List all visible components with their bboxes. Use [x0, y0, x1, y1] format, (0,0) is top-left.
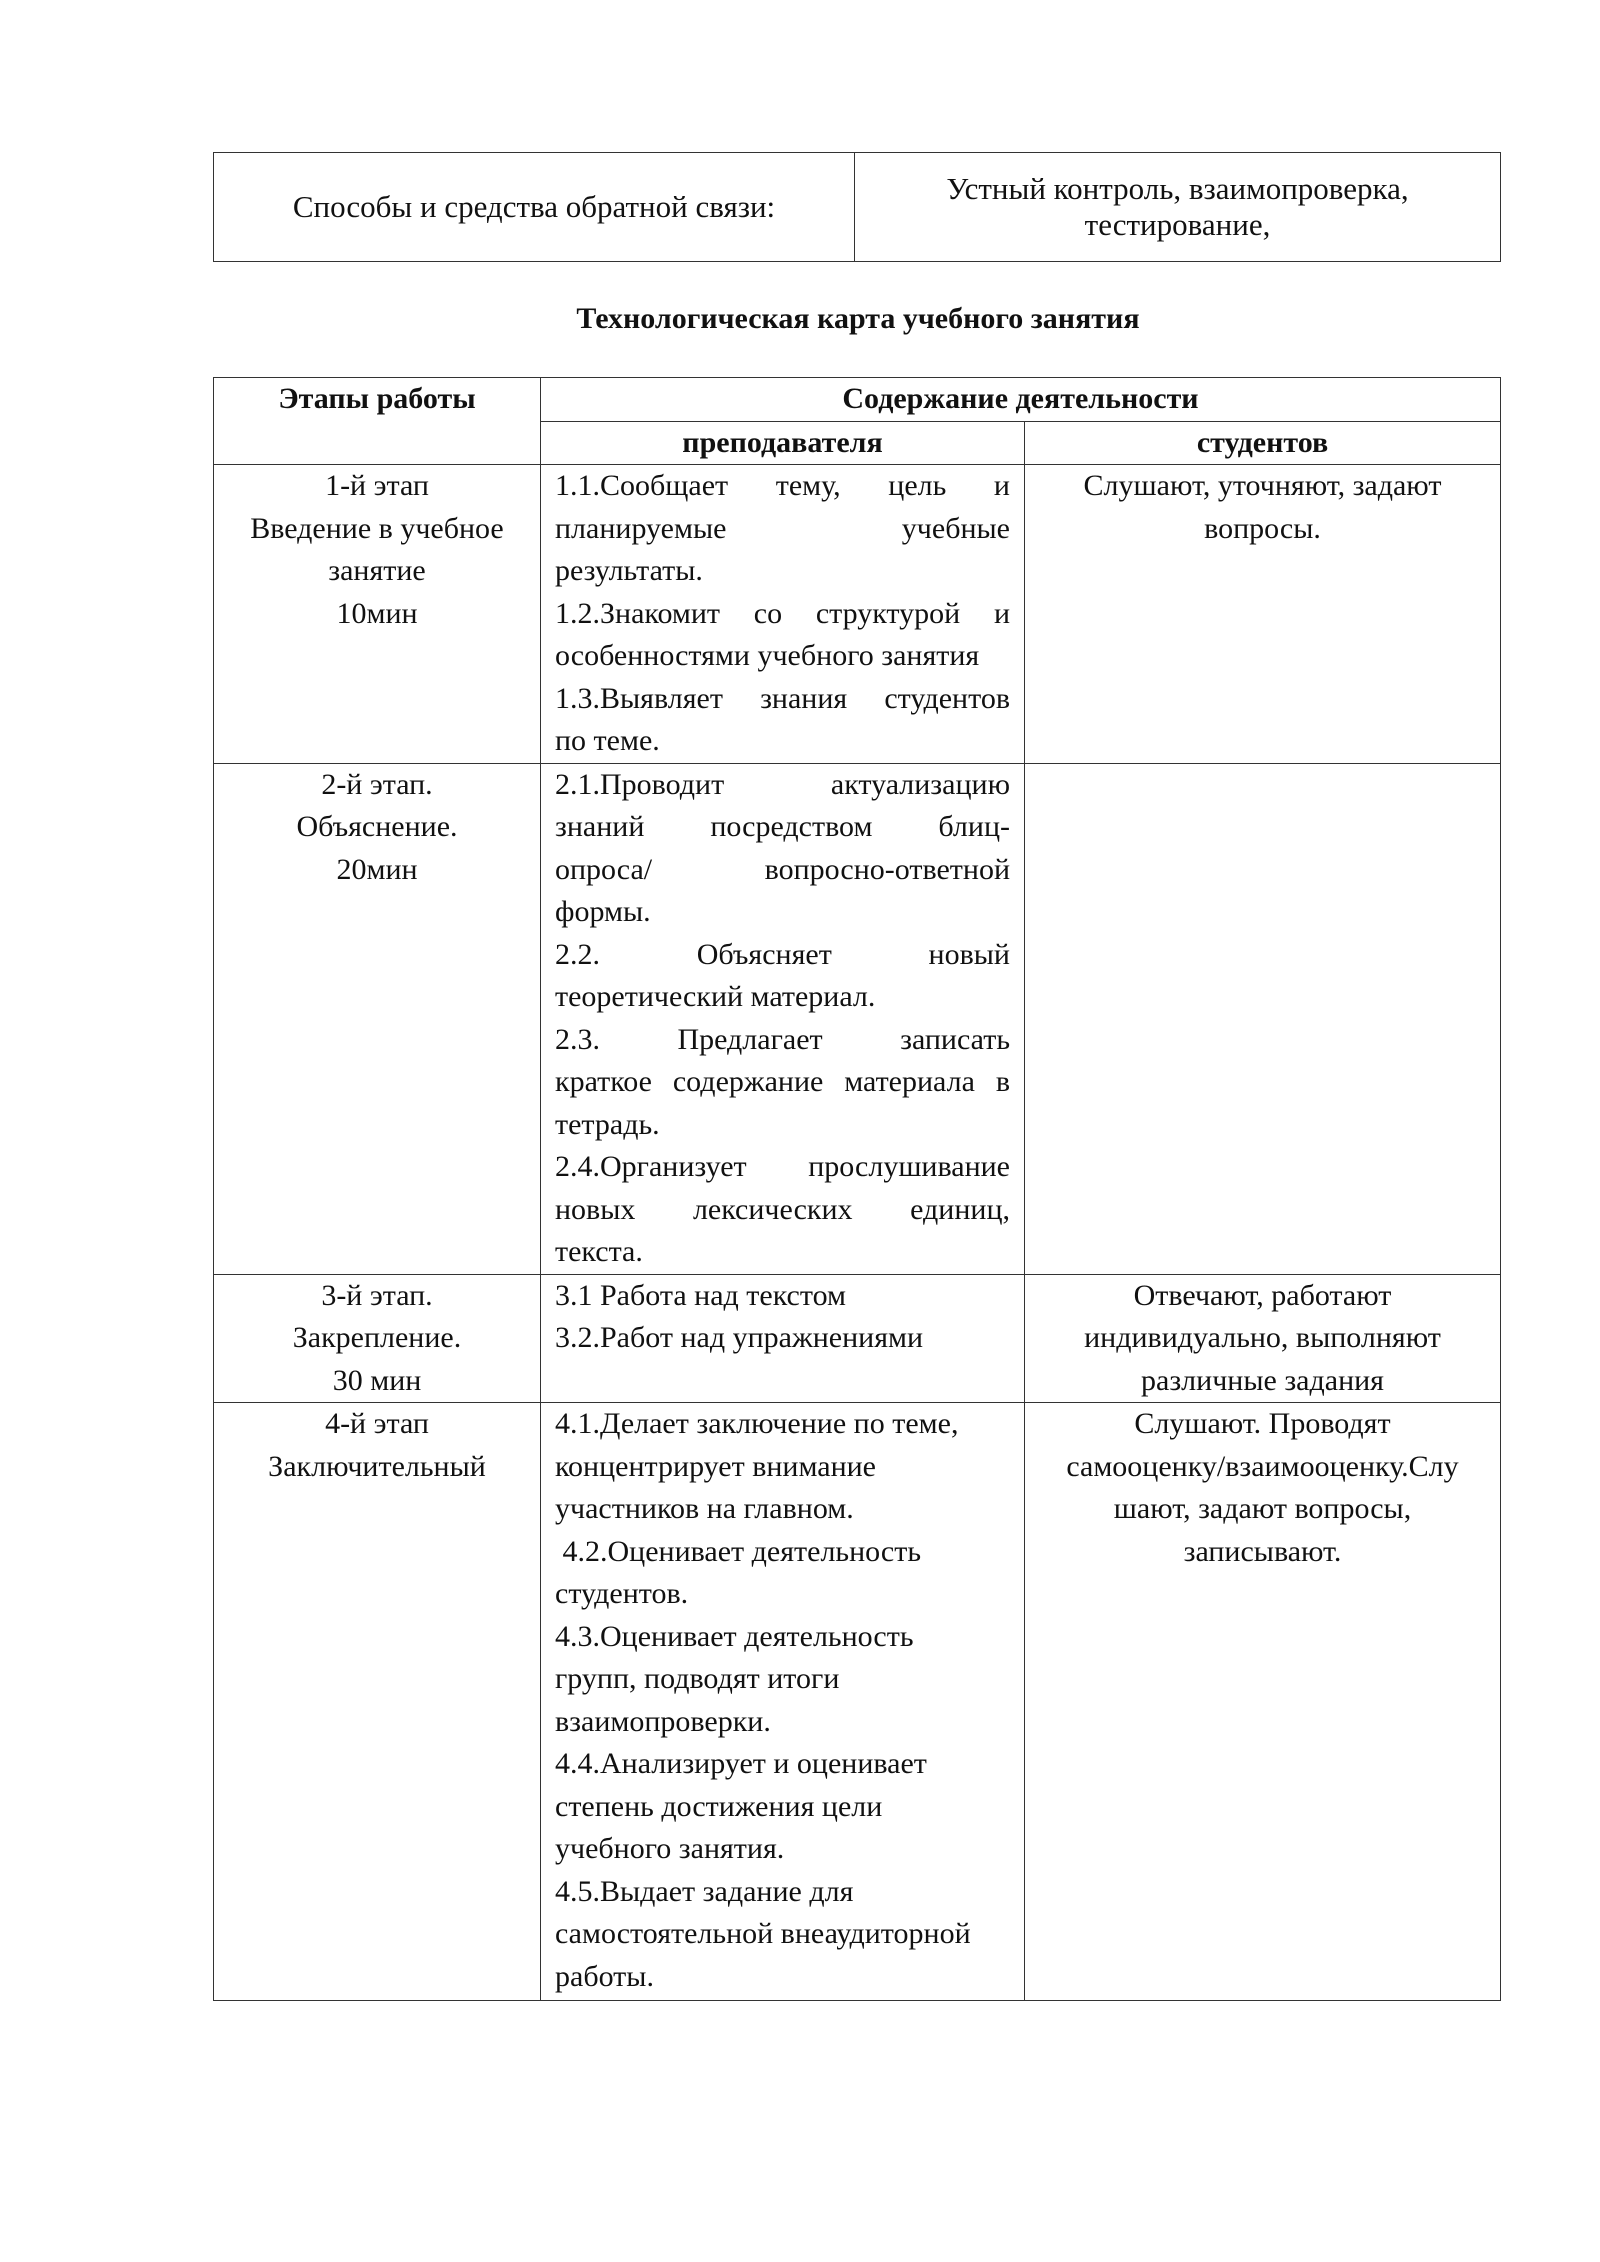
teacher-cell: 4.1.Делает заключение по теме, концентрирует внимание участников на главном. 4.2.Оценивает деятельность студентов. 4.3.Оценивает деятельность групп, подводят итоги взаимопроверки. 4.4.Анализирует и оценивает степень достижения цели учебного занятия. 4.5.Выдает задание для самостоятельной внеаудиторной работы.	[541, 1403, 1025, 2001]
students-cell: Отвечают, работают индивидуально, выполняют различные задания	[1025, 1274, 1501, 1403]
stage-cell: 1-й этап Введение в учебное занятие 10мин	[214, 465, 541, 764]
header-students: студентов	[1025, 421, 1501, 465]
students-cell	[1025, 763, 1501, 1274]
tech-map-table	[213, 377, 1501, 2001]
students-cell: Слушают, уточняют, задают вопросы.	[1025, 465, 1501, 764]
table-row	[214, 1403, 1501, 2001]
feedback-table	[213, 152, 1501, 262]
stage-cell: 3-й этап. Закрепление. 30 мин	[214, 1274, 541, 1403]
header-content: Содержание деятельности	[541, 378, 1501, 422]
teacher-cell: 2.1.Проводит актуализацию знаний посредством блиц- опроса/ вопросно-ответной формы. 2.2. Объясняет новый теоретический материал. 2.3. Предлагает записать краткое содержание материала в тетрадь. 2.4.Организует прослушивание новых лексических единиц, текста.	[541, 763, 1025, 1274]
header-row	[214, 378, 1501, 422]
header-stages: Этапы работы	[214, 378, 541, 465]
teacher-cell: 1.1.Сообщает тему, цель и планируемые учебные результаты. 1.2.Знакомит со структурой и особенностями учебного занятия 1.3.Выявляет знания студентов по теме.	[541, 465, 1025, 764]
table-row	[214, 1274, 1501, 1403]
table-row	[214, 465, 1501, 764]
stage-cell: 2-й этап. Объяснение. 20мин	[214, 763, 541, 1274]
students-cell: Слушают. Проводят самооценку/взаимооценку.Слу шают, задают вопросы, записывают.	[1025, 1403, 1501, 2001]
teacher-cell: 3.1 Работа над текстом 3.2.Работ над упражнениями	[541, 1274, 1025, 1403]
document-title: Технологическая карта учебного занятия	[576, 302, 1140, 335]
feedback-value: Устный контроль, взаимопроверка, тестирование,	[855, 153, 1501, 262]
table-row	[214, 763, 1501, 1274]
feedback-label: Способы и средства обратной связи:	[214, 153, 855, 262]
feedback-row	[214, 153, 1501, 262]
stage-cell: 4-й этап Заключительный	[214, 1403, 541, 2001]
header-teacher: преподавателя	[541, 421, 1025, 465]
